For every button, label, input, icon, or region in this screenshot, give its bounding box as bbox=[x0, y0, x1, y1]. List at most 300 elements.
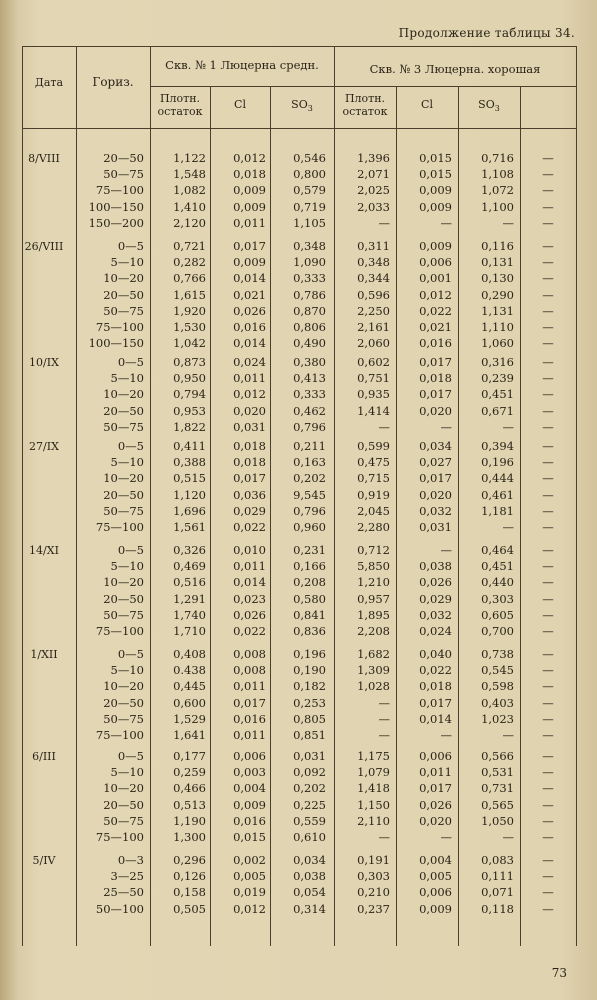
table-cell: — bbox=[542, 371, 554, 386]
horizon-cell: 5—10 bbox=[110, 371, 144, 386]
table-cell: 0,873 bbox=[173, 355, 206, 369]
table-cell: 0.438 bbox=[173, 663, 206, 678]
table-cell: 1,696 bbox=[173, 503, 206, 518]
table-cell: — bbox=[502, 419, 514, 434]
table-cell: 0,344 bbox=[357, 271, 390, 286]
table-cell: — bbox=[440, 215, 452, 230]
page-number: 73 bbox=[551, 966, 567, 980]
table-cell: 0,599 bbox=[357, 439, 390, 453]
table-cell: 0,515 bbox=[173, 471, 206, 486]
table-cell: 1,682 bbox=[357, 647, 390, 661]
table-cell: 0,029 bbox=[419, 591, 452, 606]
table-cell: 0,019 bbox=[233, 885, 266, 900]
header-dry-residue-line1: Плотн. bbox=[344, 92, 386, 105]
table-cell: — bbox=[542, 647, 554, 661]
table-cell: 0,015 bbox=[419, 151, 452, 165]
table-cell: 0,444 bbox=[481, 471, 514, 486]
table-cell: 0,014 bbox=[233, 575, 266, 590]
table-cell: — bbox=[542, 663, 554, 678]
table-cell: 0,348 bbox=[357, 255, 390, 270]
date-cell: 10/IX bbox=[29, 356, 59, 369]
table-cell: 0,018 bbox=[419, 679, 452, 694]
table-cell: 0,388 bbox=[173, 455, 206, 470]
horizon-cell: 50—75 bbox=[103, 607, 144, 622]
table-cell: 0,282 bbox=[173, 255, 206, 270]
table-cell: 0,836 bbox=[293, 624, 326, 638]
table-cell: 0,130 bbox=[481, 271, 514, 286]
table-cell: — bbox=[542, 387, 554, 402]
table-cell: 0,017 bbox=[419, 781, 452, 796]
table-cell: 0,296 bbox=[173, 853, 206, 867]
table-cell: 0,715 bbox=[357, 471, 390, 486]
table-cell: 2,045 bbox=[357, 503, 390, 518]
table-cell: 0,196 bbox=[293, 647, 326, 661]
table-cell: 0,009 bbox=[419, 183, 452, 198]
horizon-cell: 75—100 bbox=[95, 320, 144, 334]
table-cell: — bbox=[542, 728, 554, 742]
table-cell: — bbox=[542, 869, 554, 884]
table-cell: 0,712 bbox=[357, 543, 390, 557]
horizon-cell: 5—10 bbox=[110, 455, 144, 470]
header-so3-2 bbox=[458, 98, 520, 115]
table-cell: — bbox=[378, 830, 390, 844]
table-cell: 0,413 bbox=[293, 371, 326, 386]
date-cell: 27/IX bbox=[29, 440, 59, 453]
table-cell: 1,181 bbox=[481, 503, 514, 518]
table-cell: 0,253 bbox=[293, 695, 326, 710]
table-cell: 1,414 bbox=[357, 403, 390, 418]
table-cell: 0,177 bbox=[173, 749, 206, 763]
table-cell: 0,290 bbox=[481, 287, 514, 302]
table-caption: Продолжение таблицы 34. bbox=[398, 26, 575, 40]
table-cell: 0,333 bbox=[293, 387, 326, 402]
table-cell: 0,017 bbox=[233, 695, 266, 710]
horizon-cell: 75—100 bbox=[95, 830, 144, 844]
table-cell: 0,202 bbox=[293, 781, 326, 796]
table-cell: 1,023 bbox=[481, 711, 514, 726]
table-cell: — bbox=[542, 439, 554, 453]
header-horizon: Гориз. bbox=[92, 75, 134, 89]
table-cell: 0,719 bbox=[293, 199, 326, 214]
table-cell: 0,311 bbox=[357, 239, 390, 253]
header-dry-residue-2 bbox=[334, 92, 396, 118]
table-cell: 0,006 bbox=[233, 749, 266, 763]
table-cell: 1,641 bbox=[173, 728, 206, 742]
header-group-2: Скв. № 3 Люцерна. хорошая bbox=[369, 62, 541, 76]
table-cell: — bbox=[440, 543, 452, 557]
table-cell: — bbox=[542, 455, 554, 470]
table-cell: 2,120 bbox=[173, 215, 206, 230]
table-cell: — bbox=[542, 419, 554, 434]
table-cell: 1,108 bbox=[481, 167, 514, 182]
table-cell: 0,158 bbox=[173, 885, 206, 900]
date-cell: 6/III bbox=[32, 750, 56, 763]
table-cell: 1,131 bbox=[481, 303, 514, 318]
table-cell: 0,237 bbox=[357, 901, 390, 916]
table-cell: — bbox=[502, 728, 514, 742]
table-cell: — bbox=[542, 853, 554, 867]
header-dry-residue-line2: остаток bbox=[157, 105, 203, 118]
table-cell: 0,182 bbox=[293, 679, 326, 694]
table-cell: — bbox=[378, 711, 390, 726]
table-cell: 0,040 bbox=[419, 647, 452, 661]
table-cell: 1,079 bbox=[357, 765, 390, 780]
date-cell: 8/VIII bbox=[28, 152, 60, 165]
table-cell: 0,466 bbox=[173, 781, 206, 796]
table-cell: 0,919 bbox=[357, 487, 390, 502]
horizon-cell: 50—75 bbox=[103, 711, 144, 726]
table-cell: 0,011 bbox=[233, 559, 266, 574]
horizon-cell: 75—100 bbox=[95, 183, 144, 198]
table-cell: 0,600 bbox=[173, 695, 206, 710]
table-cell: 0,259 bbox=[173, 765, 206, 780]
date-cell: 1/XII bbox=[30, 648, 58, 661]
table-cell: 0,054 bbox=[293, 885, 326, 900]
table-cell: 1,210 bbox=[357, 575, 390, 590]
table-cell: 1,300 bbox=[173, 830, 206, 844]
table-cell: 0,610 bbox=[293, 830, 326, 844]
header-so3-sub: 3 bbox=[307, 104, 313, 114]
table-cell: 0,017 bbox=[419, 387, 452, 402]
horizon-cell: 5—10 bbox=[110, 255, 144, 270]
table-cell: 1,529 bbox=[173, 711, 206, 726]
table-cell: 1,418 bbox=[357, 781, 390, 796]
table-cell: 1,615 bbox=[173, 287, 206, 302]
table-cell: 0,009 bbox=[233, 199, 266, 214]
horizon-cell: 10—20 bbox=[103, 781, 144, 796]
table-cell: 2,280 bbox=[357, 520, 390, 534]
table-cell: — bbox=[542, 765, 554, 780]
table-cell: — bbox=[440, 419, 452, 434]
table-cell: 0,009 bbox=[419, 901, 452, 916]
table-cell: 0,131 bbox=[481, 255, 514, 270]
table-cell: 0,462 bbox=[293, 403, 326, 418]
table-cell: 0,796 bbox=[293, 419, 326, 434]
table-cell: 0,003 bbox=[233, 765, 266, 780]
table-cell: 1,822 bbox=[173, 419, 206, 434]
header-so3-text: SO bbox=[291, 98, 308, 111]
table-cell: 2,033 bbox=[357, 199, 390, 214]
table-cell: 0,022 bbox=[233, 520, 266, 534]
table-cell: — bbox=[378, 695, 390, 710]
table-cell: 0,126 bbox=[173, 869, 206, 884]
table-cell: 0,408 bbox=[173, 647, 206, 661]
table-cell: 0,411 bbox=[173, 439, 206, 453]
table-cell: 0,721 bbox=[173, 239, 206, 253]
group-rule bbox=[150, 86, 577, 87]
table-right-rule bbox=[576, 46, 577, 946]
table-cell: 0,026 bbox=[419, 575, 452, 590]
header-cl-2: Cl bbox=[421, 98, 433, 111]
date-cell: 26/VIII bbox=[24, 240, 64, 253]
table-cell: 0,316 bbox=[481, 355, 514, 369]
horizon-cell: 75—100 bbox=[95, 624, 144, 638]
table-cell: 0,445 bbox=[173, 679, 206, 694]
table-cell: — bbox=[542, 287, 554, 302]
table-top-rule bbox=[22, 46, 577, 47]
table-cell: 0,026 bbox=[419, 797, 452, 812]
table-cell: — bbox=[542, 403, 554, 418]
horizon-cell: 100—150 bbox=[88, 199, 144, 214]
table-cell: 0,004 bbox=[233, 781, 266, 796]
table-cell: 0,024 bbox=[233, 355, 266, 369]
table-cell: 0,475 bbox=[357, 455, 390, 470]
table-cell: 0,191 bbox=[357, 853, 390, 867]
table-cell: 0,018 bbox=[233, 439, 266, 453]
table-cell: 0,016 bbox=[233, 320, 266, 334]
table-cell: 0,012 bbox=[233, 901, 266, 916]
table-cell: 0,333 bbox=[293, 271, 326, 286]
table-cell: — bbox=[542, 543, 554, 557]
table-cell: 1,082 bbox=[173, 183, 206, 198]
horizon-cell: 10—20 bbox=[103, 679, 144, 694]
table-cell: 1,042 bbox=[173, 336, 206, 351]
table-cell: 0,009 bbox=[233, 183, 266, 198]
table-cell: 0,469 bbox=[173, 559, 206, 574]
table-cell: 0,006 bbox=[419, 749, 452, 763]
table-cell: 1,120 bbox=[173, 487, 206, 502]
table-cell: 0,005 bbox=[419, 869, 452, 884]
header-bottom-rule bbox=[22, 128, 577, 129]
horizon-cell: 50—75 bbox=[103, 813, 144, 828]
table-cell: 1,291 bbox=[173, 591, 206, 606]
horizon-cell: 5—10 bbox=[110, 765, 144, 780]
table-cell: — bbox=[542, 607, 554, 622]
table-cell: 0,009 bbox=[233, 255, 266, 270]
table-cell: 0,002 bbox=[233, 853, 266, 867]
table-cell: 0,935 bbox=[357, 387, 390, 402]
table-cell: 1,548 bbox=[173, 167, 206, 182]
table-cell: — bbox=[542, 695, 554, 710]
table-cell: 1,072 bbox=[481, 183, 514, 198]
table-cell: 0,020 bbox=[419, 487, 452, 502]
table-cell: — bbox=[502, 830, 514, 844]
table-cell: 0,011 bbox=[233, 215, 266, 230]
table-cell: 9,545 bbox=[293, 487, 326, 502]
table-cell: — bbox=[542, 679, 554, 694]
table-cell: — bbox=[542, 167, 554, 182]
table-cell: — bbox=[502, 215, 514, 230]
table-cell: — bbox=[542, 624, 554, 638]
table-cell: 0,016 bbox=[419, 336, 452, 351]
table-cell: 1,150 bbox=[357, 797, 390, 812]
table-cell: 0,031 bbox=[293, 749, 326, 763]
table-cell: 1,561 bbox=[173, 520, 206, 534]
table-cell: 0,348 bbox=[293, 239, 326, 253]
header-dry-residue-1 bbox=[150, 92, 210, 118]
table-cell: — bbox=[542, 303, 554, 318]
horizon-cell: 50—75 bbox=[103, 503, 144, 518]
table-cell: 1,122 bbox=[173, 151, 206, 165]
table-cell: — bbox=[542, 885, 554, 900]
horizon-cell: 20—50 bbox=[103, 695, 144, 710]
table-cell: 0,579 bbox=[293, 183, 326, 198]
table-cell: — bbox=[542, 151, 554, 165]
table-cell: — bbox=[502, 520, 514, 534]
table-cell: 0,202 bbox=[293, 471, 326, 486]
table-cell: 0,036 bbox=[233, 487, 266, 502]
horizon-cell: 20—50 bbox=[103, 151, 144, 165]
table-cell: 0,598 bbox=[481, 679, 514, 694]
table-cell: 0,018 bbox=[233, 167, 266, 182]
table-cell: 0,012 bbox=[419, 287, 452, 302]
table-cell: 0,020 bbox=[419, 403, 452, 418]
table-cell: 1,060 bbox=[481, 336, 514, 351]
table-cell: 0,602 bbox=[357, 355, 390, 369]
table-cell: 0,531 bbox=[481, 765, 514, 780]
header-cl-1: Cl bbox=[234, 98, 246, 111]
table-cell: 0,020 bbox=[419, 813, 452, 828]
horizon-cell: 5—10 bbox=[110, 559, 144, 574]
table-cell: 0,032 bbox=[419, 607, 452, 622]
table-cell: — bbox=[542, 215, 554, 230]
table-cell: — bbox=[542, 271, 554, 286]
header-group-1: Скв. № 1 Люцерна средн. bbox=[165, 58, 319, 72]
horizon-cell: 50—75 bbox=[103, 419, 144, 434]
horizon-cell: 50—75 bbox=[103, 167, 144, 182]
table-cell: 0,038 bbox=[419, 559, 452, 574]
table-cell: 0,326 bbox=[173, 543, 206, 557]
horizon-cell: 50—100 bbox=[95, 901, 144, 916]
horizon-cell: 10—20 bbox=[103, 575, 144, 590]
table-cell: 0,092 bbox=[293, 765, 326, 780]
table-cell: 0,786 bbox=[293, 287, 326, 302]
table-cell: 0,805 bbox=[293, 711, 326, 726]
table-cell: 0,210 bbox=[357, 885, 390, 900]
table-cell: 0,009 bbox=[233, 797, 266, 812]
table-cell: — bbox=[542, 781, 554, 796]
table-cell: 0,006 bbox=[419, 255, 452, 270]
table-cell: 0,700 bbox=[481, 624, 514, 638]
table-cell: 0,960 bbox=[293, 520, 326, 534]
header-so3-sub: 3 bbox=[494, 104, 500, 114]
table-cell: 0,018 bbox=[419, 371, 452, 386]
horizon-cell: 0—3 bbox=[117, 853, 144, 867]
table-cell: 1,410 bbox=[173, 199, 206, 214]
table-cell: 0,029 bbox=[233, 503, 266, 518]
table-cell: — bbox=[440, 830, 452, 844]
table-cell: 0,022 bbox=[419, 663, 452, 678]
table-cell: 0,017 bbox=[233, 239, 266, 253]
table-cell: — bbox=[542, 559, 554, 574]
table-cell: 0,303 bbox=[357, 869, 390, 884]
table-cell: 0,017 bbox=[233, 471, 266, 486]
table-cell: — bbox=[542, 591, 554, 606]
table-cell: — bbox=[440, 728, 452, 742]
table-cell: 0,953 bbox=[173, 403, 206, 418]
table-cell: 0,796 bbox=[293, 503, 326, 518]
table-cell: — bbox=[542, 355, 554, 369]
table-cell: 0,015 bbox=[233, 830, 266, 844]
table-cell: 0,004 bbox=[419, 853, 452, 867]
table-cell: 0,111 bbox=[481, 869, 514, 884]
table-cell: 0,566 bbox=[481, 749, 514, 763]
table-cell: 0,516 bbox=[173, 575, 206, 590]
table-cell: 0,010 bbox=[233, 543, 266, 557]
table-cell: 0,565 bbox=[481, 797, 514, 812]
table-cell: 0,870 bbox=[293, 303, 326, 318]
table-cell: 2,025 bbox=[357, 183, 390, 198]
table-cell: 0,605 bbox=[481, 607, 514, 622]
horizon-cell: 0—5 bbox=[117, 355, 144, 369]
table-cell: — bbox=[542, 711, 554, 726]
table-cell: 0,020 bbox=[233, 403, 266, 418]
table-cell: 2,161 bbox=[357, 320, 390, 334]
table-cell: 0,190 bbox=[293, 663, 326, 678]
table-cell: 0,950 bbox=[173, 371, 206, 386]
table-cell: 0,016 bbox=[233, 813, 266, 828]
date-cell: 5/IV bbox=[32, 854, 56, 867]
table-cell: 0,451 bbox=[481, 387, 514, 402]
table-cell: 0,580 bbox=[293, 591, 326, 606]
table-cell: 0,166 bbox=[293, 559, 326, 574]
table-cell: — bbox=[378, 419, 390, 434]
table-cell: 0,009 bbox=[419, 239, 452, 253]
table-cell: 0,022 bbox=[233, 624, 266, 638]
table-cell: 0,851 bbox=[293, 728, 326, 742]
table-cell: 0,490 bbox=[293, 336, 326, 351]
table-cell: 0,800 bbox=[293, 167, 326, 182]
table-cell: 0,394 bbox=[481, 439, 514, 453]
table-cell: 1,090 bbox=[293, 255, 326, 270]
horizon-cell: 20—50 bbox=[103, 591, 144, 606]
table-cell: 0,083 bbox=[481, 853, 514, 867]
table-cell: 0,957 bbox=[357, 591, 390, 606]
table-cell: — bbox=[542, 487, 554, 502]
table-cell: 0,596 bbox=[357, 287, 390, 302]
horizon-cell: 0—5 bbox=[117, 439, 144, 453]
table-cell: 0,505 bbox=[173, 901, 206, 916]
table-cell: 0,738 bbox=[481, 647, 514, 661]
horizon-cell: 3—25 bbox=[110, 869, 144, 884]
horizon-cell: 100—150 bbox=[88, 336, 144, 351]
table-cell: — bbox=[542, 797, 554, 812]
table-cell: 0,451 bbox=[481, 559, 514, 574]
table-cell: 2,071 bbox=[357, 167, 390, 182]
table-cell: 0,009 bbox=[419, 199, 452, 214]
table-cell: — bbox=[542, 575, 554, 590]
table-cell: 0,021 bbox=[233, 287, 266, 302]
table-cell: 0,671 bbox=[481, 403, 514, 418]
table-cell: 0,545 bbox=[481, 663, 514, 678]
table-cell: 0,014 bbox=[419, 711, 452, 726]
table-cell: 0,751 bbox=[357, 371, 390, 386]
table-cell: 1,396 bbox=[357, 151, 390, 165]
table-cell: 0,208 bbox=[293, 575, 326, 590]
table-cell: 0,806 bbox=[293, 320, 326, 334]
table-cell: 0,403 bbox=[481, 695, 514, 710]
table-cell: 0,012 bbox=[233, 387, 266, 402]
table-cell: — bbox=[542, 813, 554, 828]
table-cell: 0,012 bbox=[233, 151, 266, 165]
table-cell: 0,015 bbox=[419, 167, 452, 182]
horizon-cell: 10—20 bbox=[103, 387, 144, 402]
table-cell: 2,208 bbox=[357, 624, 390, 638]
table-cell: 5,850 bbox=[357, 559, 390, 574]
table-cell: — bbox=[542, 503, 554, 518]
table-cell: 1,895 bbox=[357, 607, 390, 622]
table-cell: 0,006 bbox=[419, 885, 452, 900]
table-cell: 0,001 bbox=[419, 271, 452, 286]
table-cell: 0,841 bbox=[293, 607, 326, 622]
horizon-cell: 75—100 bbox=[95, 728, 144, 742]
table-cell: 0,021 bbox=[419, 320, 452, 334]
table-cell: 0,034 bbox=[293, 853, 326, 867]
table-cell: 0,239 bbox=[481, 371, 514, 386]
table-cell: 0,766 bbox=[173, 271, 206, 286]
table-cell: 0,011 bbox=[233, 728, 266, 742]
table-cell: 0,559 bbox=[293, 813, 326, 828]
